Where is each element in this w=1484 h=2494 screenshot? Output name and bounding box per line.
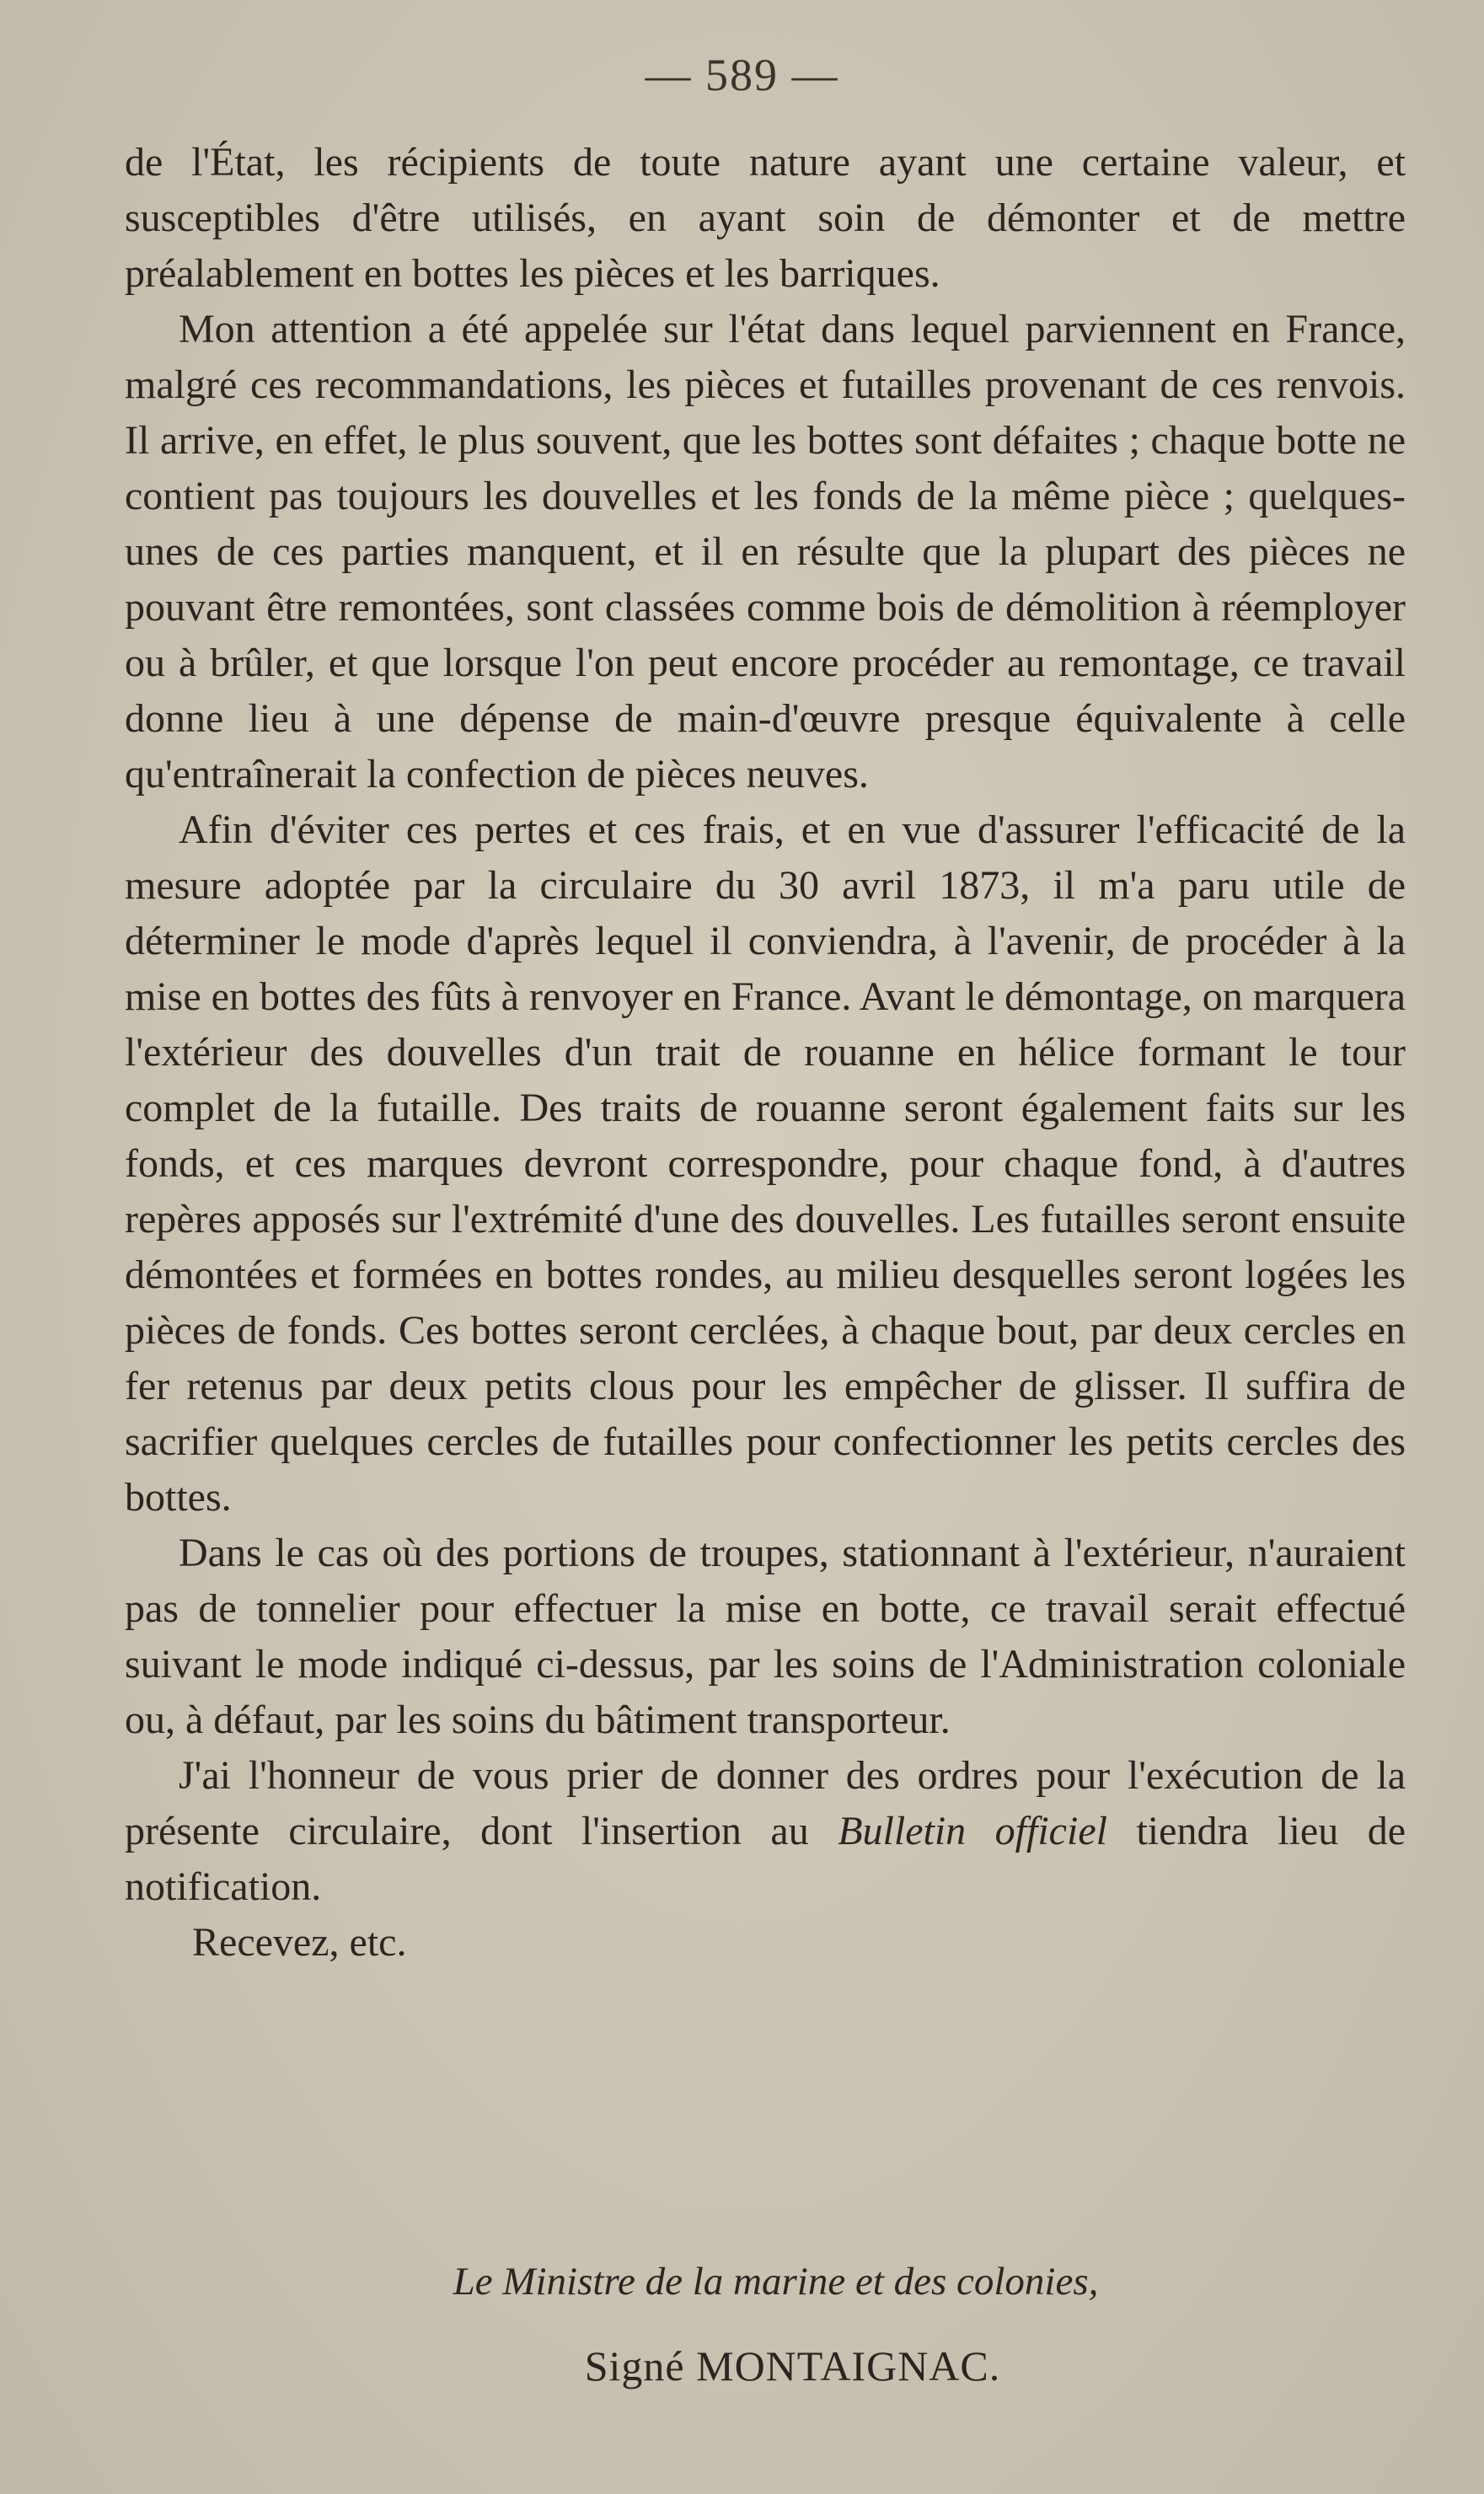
page-number: — 589 — xyxy=(645,50,839,100)
signature-name: Signé MONTAIGNAC. xyxy=(584,2342,1001,2389)
paragraph-last xyxy=(125,1748,1406,1915)
paragraph: Dans le cas où des portions de troupes, stationnant à l'extérieur, n'auraient pas de tonnelier pour effectuer la mise en botte, ce travail serait effectué suivant le mode indiqué ci-dessus, par les soins de l'Administration coloniale ou, à défaut, par les soins du bâtiment transporteur. xyxy=(125,1531,1406,1742)
body-text xyxy=(125,135,1406,1971)
bulletin-reference: Bulletin officiel xyxy=(838,1809,1107,1853)
signature-title: Le Ministre de la marine et des colonies, xyxy=(453,2260,1099,2304)
closing-formula: Recevez, etc. xyxy=(192,1920,407,1965)
paragraph: de l'État, les récipients de toute nature ayant une certaine valeur, et susceptibles d'être utilisés, en ayant soin de démonter et de mettre préalablement en bottes les pièces et les barriques. xyxy=(125,140,1406,296)
paragraph: Mon attention a été appelée sur l'état dans lequel parviennent en France, malgré ces recommandations, les pièces et futailles provenant de ces renvois. Il arrive, en effet, le plus souvent, que les bottes sont défaites ; chaque botte ne contient pas toujours les douvelles et les fonds de la même pièce ; quelques-unes de ces parties manquent, et il en résulte que la plupart des pièces ne pouvant être remontées, sont classées comme bois de démolition à réemployer ou à brûler, et que lorsque l'on peut encore procéder au remontage, ce travail donne lieu à une dépense de main-d'œuvre presque équivalente à celle qu'entraînerait la confection de pièces neuves. xyxy=(125,307,1406,796)
paragraph-text: J'ai l'honneur de vous prier de donner des ordres pour l'exécution de la présente circulaire, dont l'insertion au xyxy=(125,1753,1406,1853)
paragraph-text: tiendra lieu de notification. xyxy=(125,1809,1406,1909)
paragraph: Afin d'éviter ces pertes et ces frais, et en vue d'assurer l'efficacité de la mesure adoptée par la circulaire du 30 avril 1873, il m'a paru utile de déterminer le mode d'après lequel il conviendra, à l'avenir, de procéder à la mise en bottes des fûts à renvoyer en France. Avant le démontage, on marquera l'extérieur des douvelles d'un trait de rouanne en hélice formant le tour complet de la futaille. Des traits de rouanne seront également faits sur les fonds, et ces marques devront correspondre, pour chaque fond, à d'autres repères apposés sur l'extrémité d'une des douvelles. Les futailles seront ensuite démontées et formées en bottes rondes, au milieu desquelles seront logées les pièces de fonds. Ces bottes seront cerclées, à chaque bout, par deux cercles en fer retenus par deux petits clous pour les empêcher de glisser. Il suffira de sacrifier quelques cercles de futailles pour confectionner les petits cercles des bottes. xyxy=(125,807,1406,1520)
